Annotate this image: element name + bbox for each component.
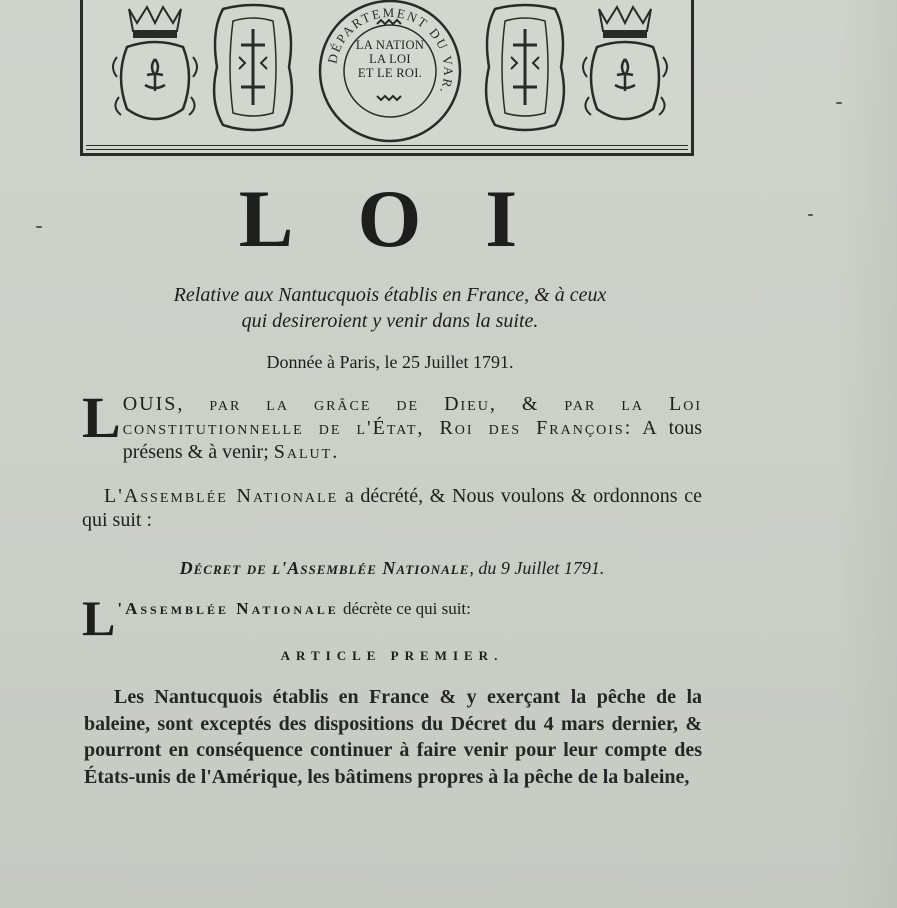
proclamation-paragraph bbox=[82, 385, 702, 464]
date-line: Donnée à Paris, le 25 Juillet 1791. bbox=[266, 352, 514, 372]
article-heading: ARTICLE PREMIER. bbox=[280, 648, 504, 663]
ink-speck bbox=[808, 214, 813, 216]
assembly-text: a décrété, & Nous voulons & ordonnons ce qui suit : bbox=[82, 485, 702, 531]
page-title: LOI bbox=[238, 173, 582, 264]
decree-assembly: 'Assemblée Nationale bbox=[117, 599, 339, 618]
seal-ring-text: DÉPARTEMENT DU VAR. bbox=[324, 4, 457, 98]
decree-title-sc: Décret de l'Assemblée Nationale bbox=[179, 558, 470, 578]
subtitle bbox=[70, 282, 710, 334]
subtitle-line-2: qui desireroient y venir dans la suite. bbox=[241, 310, 539, 332]
crown-shield-left-icon bbox=[107, 0, 203, 137]
cartouche-left-icon bbox=[205, 1, 301, 135]
salut-word: Salut. bbox=[273, 441, 340, 463]
ink-speck bbox=[36, 226, 42, 228]
decree-title bbox=[82, 558, 702, 579]
decree-paragraph bbox=[82, 590, 702, 646]
proclamation-address: : A tous présens & à venir; bbox=[122, 417, 702, 463]
proclamation-text: OUIS, par la grâce de Dieu, & par la Loi constitutionnelle de l'État, bbox=[122, 393, 702, 439]
assembly-paragraph bbox=[82, 484, 702, 532]
subtitle-line-1: Relative aux Nantucquois établis en France, & à ceux bbox=[173, 284, 607, 306]
decree-title-date: , du 9 Juillet 1791. bbox=[469, 558, 605, 578]
seal-motto-line-3: ET LE ROI. bbox=[357, 66, 423, 80]
department-seal bbox=[315, 0, 465, 146]
article-text: Les Nantucquois établis en France & y exerçant la pêche de la baleine, sont exceptés des dispositions du Décret du 4 mars dernier, & pourront en conséquence continuer à faire venir pour leur compte des États-unis de l'Amérique, les bâtimens propres à la pêche de la baleine, bbox=[84, 686, 702, 788]
dropcap-letter: L bbox=[82, 385, 121, 450]
decree-text: décrète ce qui suit: bbox=[338, 599, 471, 618]
seal-motto-line-1: LA NATION bbox=[355, 38, 425, 52]
cartouche-right-icon bbox=[477, 1, 573, 135]
assembly-name: L'Assemblée Nationale bbox=[104, 485, 339, 507]
decree-dropcap: L bbox=[82, 590, 116, 646]
seal-motto-line-2: LA LOI bbox=[369, 52, 411, 66]
king-title: Roi des François bbox=[439, 417, 625, 439]
ink-speck bbox=[836, 102, 842, 104]
crown-shield-right-icon bbox=[577, 0, 673, 137]
